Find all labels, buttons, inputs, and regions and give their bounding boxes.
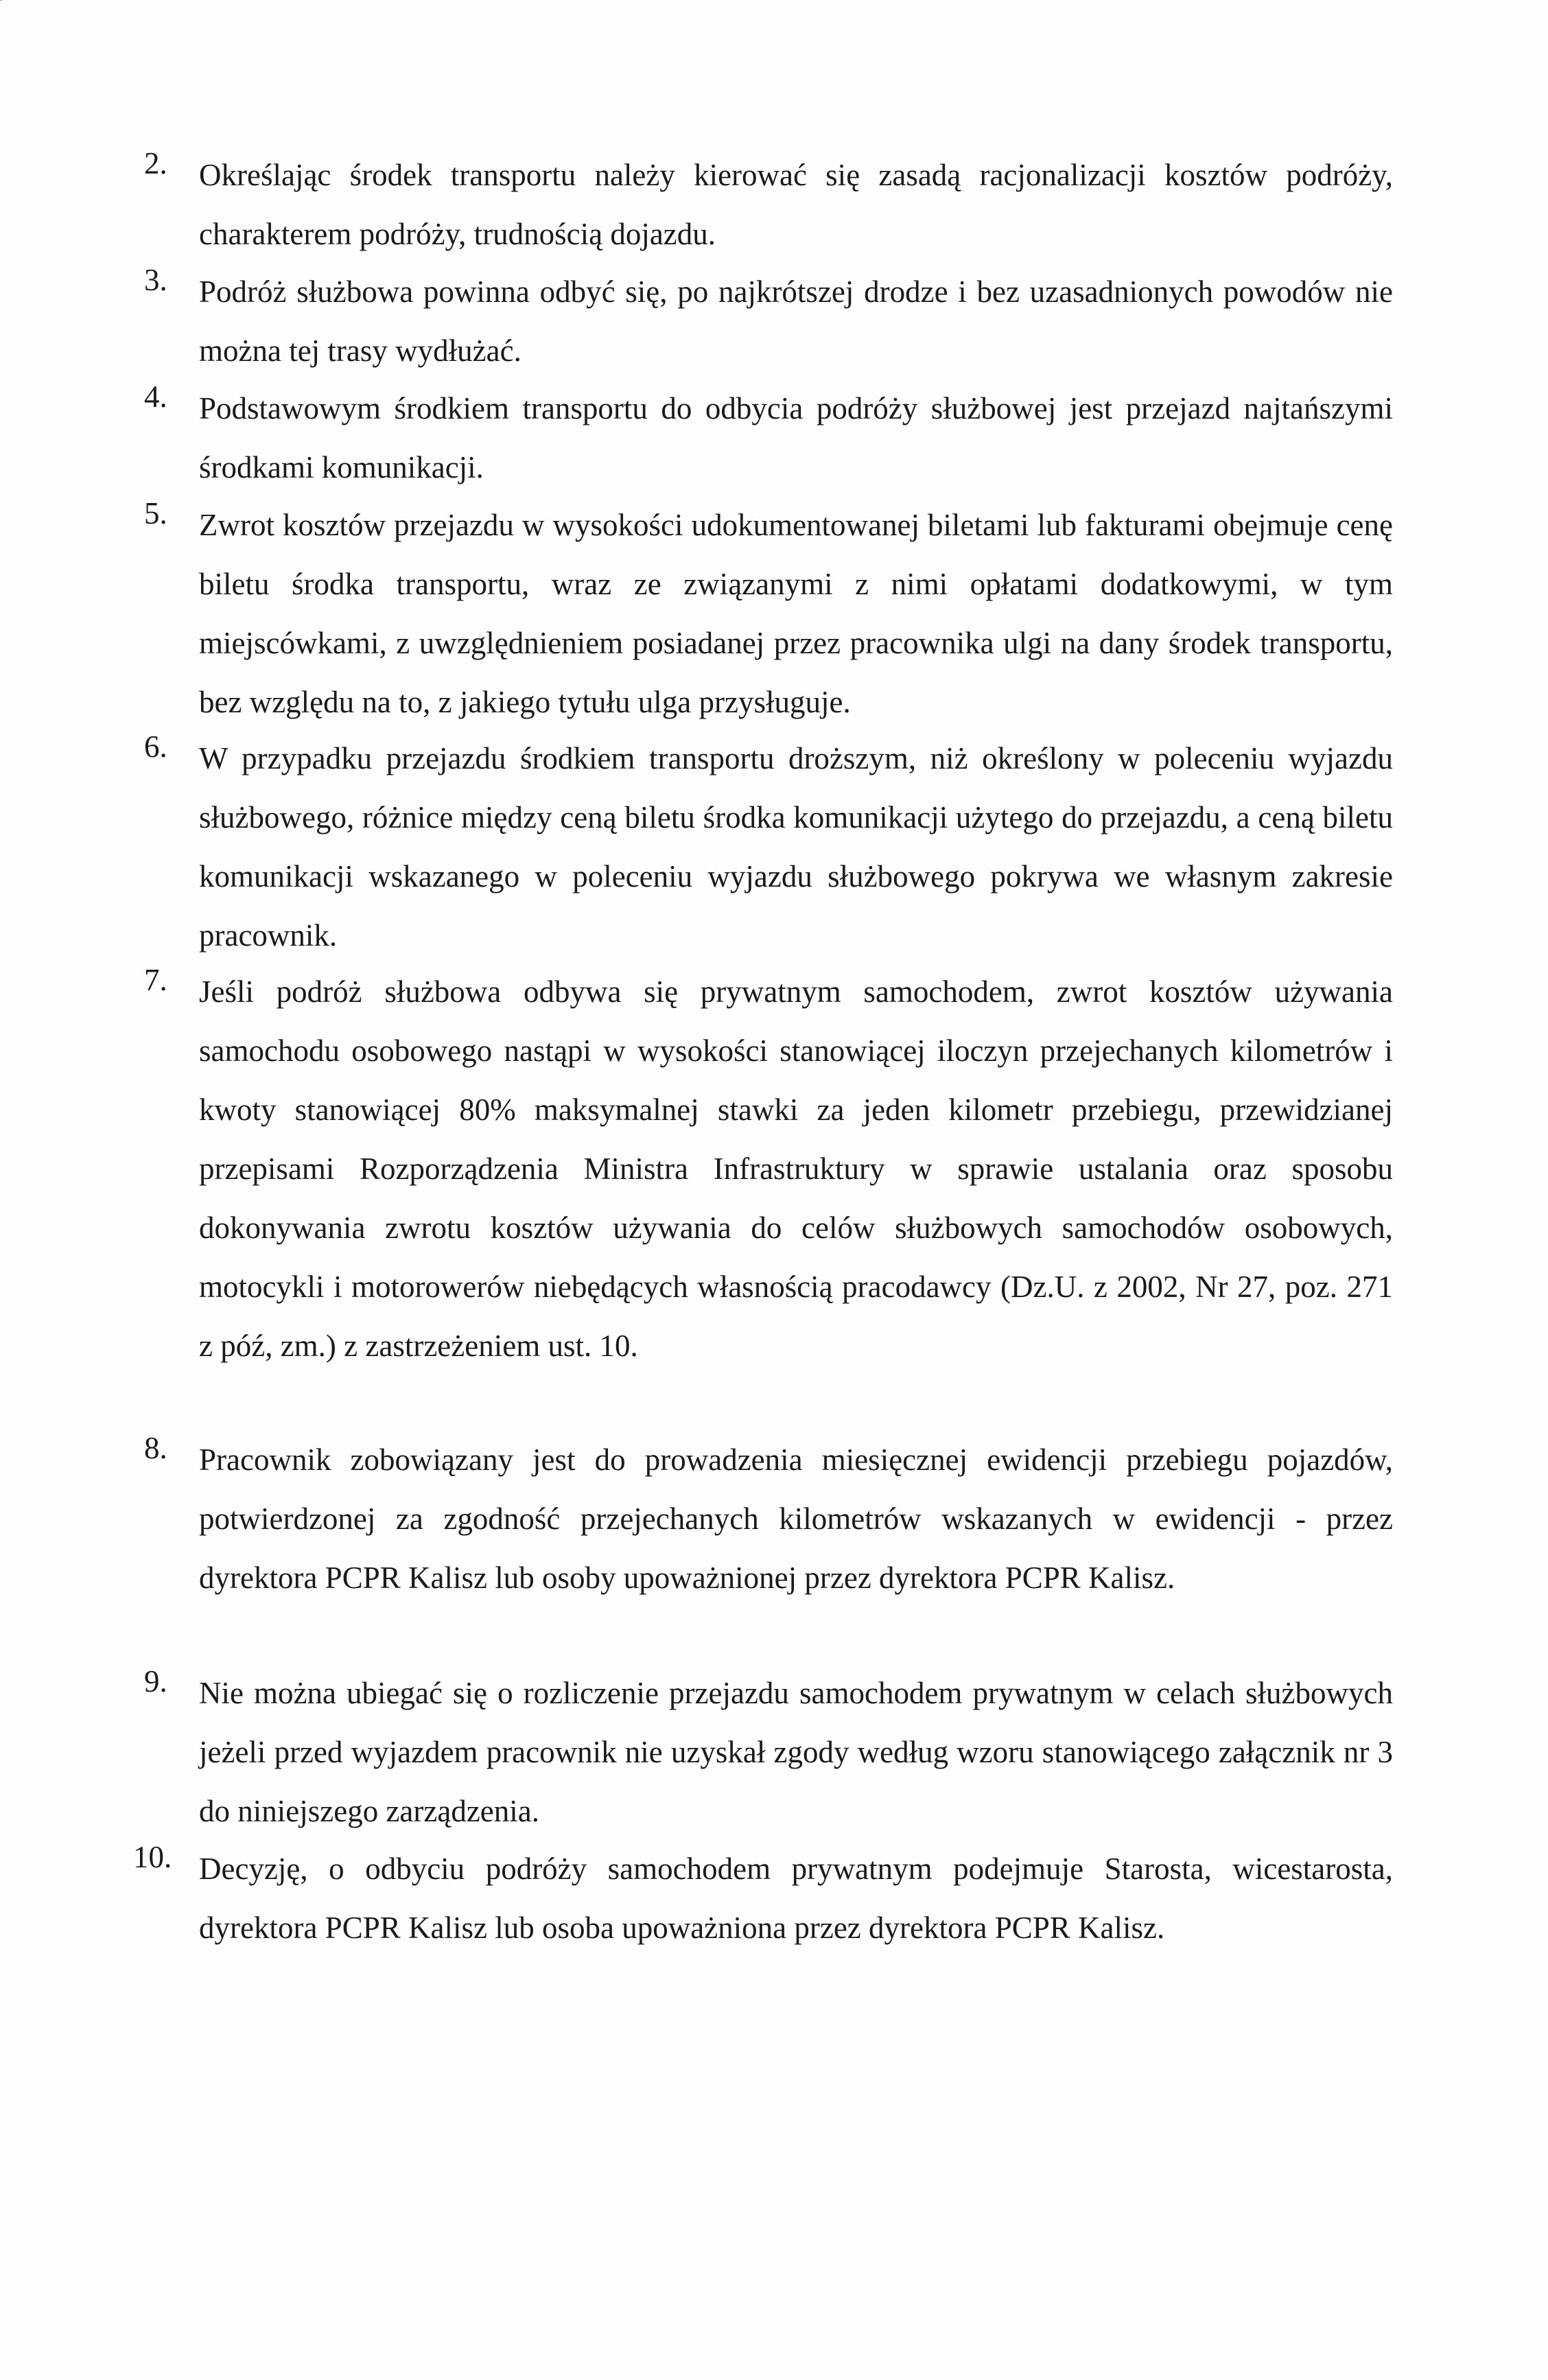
item-number: 2. bbox=[144, 146, 167, 180]
item-number: 8. bbox=[144, 1431, 167, 1465]
item-text: Decyzję, o odbyciu podróży samochodem prywatnym podejmuje Starosta, wicestarosta, dyrektora PCPR Kalisz lub osoba upoważniona przez dyrektora PCPR Kalisz. bbox=[199, 1852, 1393, 1945]
item-text: W przypadku przejazdu środkiem transportu droższym, niż określony w poleceniu wyjazdu służbowego, różnice między ceną biletu środka komunikacji użytego do przejazdu, a ceną biletu komunikacji wskazanego w poleceniu wyjazdu służbowego pokrywa we własnym zakresie pracownik. bbox=[199, 741, 1393, 953]
list-item bbox=[144, 1664, 1393, 1843]
list-item bbox=[144, 495, 1393, 733]
item-number: 3. bbox=[144, 263, 167, 297]
item-text: Pracownik zobowiązany jest do prowadzenia miesięcznej ewidencji przebiegu pojazdów, potwierdzonej za zgodność przejechanych kilometrów wskazanych w ewidencji - przez dyrektora PCPR Kalisz lub osoby upoważnionej przez dyrektora PCPR Kalisz. bbox=[199, 1443, 1393, 1595]
item-number: 4. bbox=[144, 380, 167, 414]
list-item bbox=[144, 262, 1393, 383]
item-number: 7. bbox=[144, 963, 167, 997]
item-text: Jeśli podróż służbowa odbywa się prywatnym samochodem, zwrot kosztów używania samochodu osobowego nastąpi w wysokości stanowiącej iloczyn przejechanych kilometrów i kwoty stanowiącej 80% maksymalnej stawki za jeden kilometr przebiegu, przewidzianej przepisami Rozporządzenia Ministra Infrastruktury w sprawie ustalania oraz sposobu dokonywania zwrotu kosztów używania do celów służbowych samochodów osobowych, motocykli i motorowerów niebędących własnością pracodawcy (Dz.U. z 2002, Nr 27, poz. 271 z póź, zm.) z zastrzeżeniem ust. 10. bbox=[199, 975, 1393, 1363]
document-body bbox=[133, 146, 1393, 2019]
item-number: 9. bbox=[144, 1664, 167, 1699]
scan-corner-mark bbox=[0, 0, 11, 1]
list-item bbox=[144, 729, 1393, 966]
item-text: Określając środek transportu należy kierować się zasadą racjonalizacji kosztów podróży, charakterem podróży, trudnością dojazdu. bbox=[199, 158, 1393, 251]
list-item bbox=[144, 1430, 1393, 1668]
list-item bbox=[144, 962, 1393, 1434]
list-item bbox=[144, 379, 1393, 500]
item-text: Podróż służbowa powinna odbyć się, po najkrótszej drodze i bez uzasadnionych powodów nie można tej trasy wydłużać. bbox=[199, 275, 1393, 368]
list-item bbox=[133, 1839, 1393, 2019]
item-number: 10. bbox=[133, 1840, 172, 1874]
item-text: Nie można ubiegać się o rozliczenie przejazdu samochodem prywatnym w celach służbowych jeżeli przed wyjazdem pracownik nie uzyskał zgody według wzoru stanowiącego załącznik nr 3 do niniejszego zarządzenia. bbox=[199, 1676, 1393, 1828]
item-text: Podstawowym środkiem transportu do odbycia podróży służbowej jest przejazd najtańszymi środkami komunikacji. bbox=[199, 391, 1393, 485]
item-number: 6. bbox=[144, 730, 167, 764]
item-text: Zwrot kosztów przejazdu w wysokości udokumentowanej biletami lub fakturami obejmuje cenę biletu środka transportu, wraz ze związanymi z nimi opłatami dodatkowymi, w tym miejscówkami, z uwzględnieniem posiadanej przez pracownika ulgi na dany środek transportu, bez względu na to, z jakiego tytułu ulga przysługuje. bbox=[199, 508, 1393, 719]
list-item bbox=[144, 145, 1393, 266]
item-number: 5. bbox=[144, 496, 167, 530]
